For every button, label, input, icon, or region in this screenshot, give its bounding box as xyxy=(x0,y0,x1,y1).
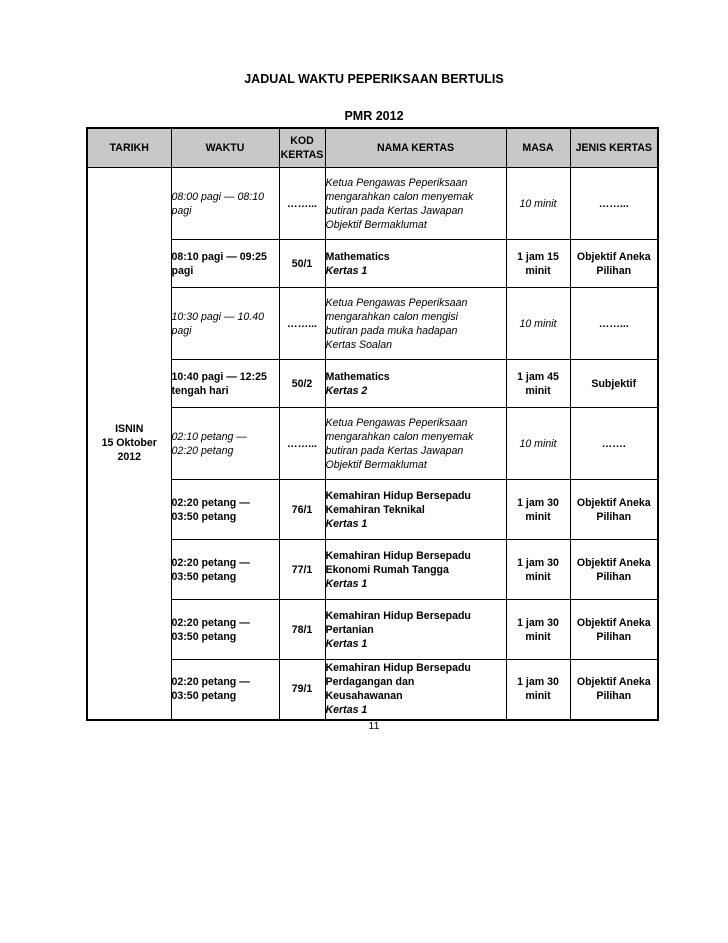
nama-kertas-line: Ekonomi Rumah Tangga xyxy=(325,563,449,576)
waktu-cell xyxy=(171,480,279,540)
kod-kertas-cell xyxy=(279,288,325,360)
jenis-kertas-line: ……. xyxy=(601,437,626,450)
nama-kertas-line: Kemahiran Hidup Bersepadu xyxy=(325,549,471,562)
jenis-kertas-cell xyxy=(570,288,658,360)
nama-kertas-line: mengarahkan calon mengisi xyxy=(325,310,458,323)
nama-kertas-line: butiran pada muka hadapan xyxy=(325,324,458,337)
column-header-nama-kertas: NAMA KERTAS xyxy=(325,128,506,168)
column-header-waktu: WAKTU xyxy=(171,128,279,168)
nama-kertas-line: Kertas 1 xyxy=(325,704,368,717)
kod-kertas-cell xyxy=(279,240,325,288)
nama-kertas-line: butiran pada Kertas Jawapan xyxy=(325,444,464,457)
waktu-line: 02:20 petang — xyxy=(171,556,250,569)
masa-line: minit xyxy=(525,384,551,397)
masa-line: minit xyxy=(525,510,551,523)
jenis-kertas-line: Objektif Aneka xyxy=(576,496,651,509)
table-row xyxy=(87,660,658,720)
nama-kertas-cell xyxy=(325,288,506,360)
jenis-kertas-line: ……... xyxy=(598,197,629,210)
kod-kertas-cell xyxy=(279,408,325,480)
nama-kertas-line: Mathematics xyxy=(325,250,390,263)
jenis-kertas-line: Objektif Aneka xyxy=(576,250,651,263)
nama-kertas-cell xyxy=(325,168,506,240)
waktu-line: 10:30 pagi — 10.40 xyxy=(171,310,264,323)
jenis-kertas-line: Pilihan xyxy=(596,690,632,703)
nama-kertas-line: Ketua Pengawas Peperiksaan xyxy=(325,176,468,189)
nama-kertas-line: Kertas 2 xyxy=(325,384,368,397)
nama-kertas-line: mengarahkan calon menyemak xyxy=(325,430,474,443)
date-cell xyxy=(87,168,171,720)
masa-cell xyxy=(506,288,570,360)
waktu-cell xyxy=(171,168,279,240)
masa-line: 10 minit xyxy=(519,197,557,210)
waktu-line: pagi xyxy=(171,324,192,337)
kod-kertas-value: ……... xyxy=(286,437,318,450)
masa-line: minit xyxy=(525,570,551,583)
waktu-line: 03:50 petang xyxy=(171,690,237,703)
jenis-kertas-cell xyxy=(570,360,658,408)
kod-kertas-cell xyxy=(279,168,325,240)
nama-kertas-cell xyxy=(325,408,506,480)
kod-kertas-cell xyxy=(279,660,325,720)
waktu-line: 03:50 petang xyxy=(171,630,237,643)
nama-kertas-line: Pertanian xyxy=(325,623,374,636)
exam-schedule-table xyxy=(86,127,659,721)
date-year: 2012 xyxy=(117,451,142,464)
table-row xyxy=(87,168,658,240)
masa-line: 1 jam 30 xyxy=(517,676,559,689)
nama-kertas-cell xyxy=(325,240,506,288)
nama-kertas-line: Ketua Pengawas Peperiksaan xyxy=(325,416,468,429)
jenis-kertas-line: Pilihan xyxy=(596,570,632,583)
masa-line: 1 jam 30 xyxy=(517,496,559,509)
kod-kertas-cell xyxy=(279,480,325,540)
nama-kertas-line: Mathematics xyxy=(325,370,390,383)
nama-kertas-line: Kemahiran Hidup Bersepadu xyxy=(325,662,471,675)
page-number: 11 xyxy=(368,720,380,732)
jenis-kertas-cell xyxy=(570,408,658,480)
waktu-cell xyxy=(171,240,279,288)
kod-kertas-value: 50/2 xyxy=(291,377,313,390)
jenis-kertas-line: Objektif Aneka xyxy=(576,556,651,569)
waktu-line: 02:20 petang — xyxy=(171,616,250,629)
column-header-kod-kertas xyxy=(279,128,325,168)
waktu-line: 08:10 pagi — 09:25 xyxy=(171,250,267,263)
waktu-cell xyxy=(171,360,279,408)
waktu-cell xyxy=(171,408,279,480)
jenis-kertas-cell xyxy=(570,600,658,660)
waktu-line: tengah hari xyxy=(171,384,229,397)
kod-kertas-value: ……... xyxy=(286,197,318,210)
jenis-kertas-line: Pilihan xyxy=(596,630,632,643)
kod-kertas-cell xyxy=(279,540,325,600)
jenis-kertas-cell xyxy=(570,540,658,600)
kod-kertas-value: 79/1 xyxy=(291,683,313,696)
waktu-line: 02:20 petang xyxy=(171,444,234,457)
table-row xyxy=(87,240,658,288)
masa-line: minit xyxy=(525,630,551,643)
table-row xyxy=(87,408,658,480)
masa-cell xyxy=(506,360,570,408)
kod-kertas-cell xyxy=(279,360,325,408)
jenis-kertas-line: Subjektif xyxy=(591,377,637,390)
waktu-line: 02:20 petang — xyxy=(171,676,250,689)
nama-kertas-cell xyxy=(325,480,506,540)
jenis-kertas-line: Objektif Aneka xyxy=(576,676,651,689)
jenis-kertas-line: Objektif Aneka xyxy=(576,616,651,629)
jenis-kertas-line: ……... xyxy=(598,317,629,330)
waktu-cell xyxy=(171,540,279,600)
nama-kertas-line: Kemahiran Hidup Bersepadu xyxy=(325,489,471,502)
nama-kertas-line: Ketua Pengawas Peperiksaan xyxy=(325,296,468,309)
masa-line: 10 minit xyxy=(519,437,557,450)
masa-line: 1 jam 15 xyxy=(517,250,559,263)
document-subtitle: PMR 2012 xyxy=(344,109,404,123)
masa-cell xyxy=(506,480,570,540)
waktu-line: 10:40 pagi — 12:25 xyxy=(171,370,267,383)
table-row xyxy=(87,480,658,540)
masa-line: 1 jam 30 xyxy=(517,556,559,569)
masa-line: 1 jam 30 xyxy=(517,616,559,629)
nama-kertas-line: Kertas 1 xyxy=(325,637,368,650)
masa-cell xyxy=(506,240,570,288)
nama-kertas-cell xyxy=(325,360,506,408)
table-body xyxy=(87,168,658,720)
jenis-kertas-cell xyxy=(570,660,658,720)
kod-kertas-value: 50/1 xyxy=(291,257,313,270)
masa-cell xyxy=(506,408,570,480)
waktu-line: pagi xyxy=(171,204,192,217)
column-header-jenis-kertas: JENIS KERTAS xyxy=(570,128,658,168)
nama-kertas-cell xyxy=(325,600,506,660)
nama-kertas-line: Perdagangan dan xyxy=(325,676,415,689)
document-title: JADUAL WAKTU PEPERIKSAAN BERTULIS xyxy=(244,72,504,86)
jenis-kertas-cell xyxy=(570,480,658,540)
waktu-line: pagi xyxy=(171,264,194,277)
nama-kertas-line: mengarahkan calon menyemak xyxy=(325,190,474,203)
kod-kertas-value: 76/1 xyxy=(291,503,313,516)
nama-kertas-line: Kertas 1 xyxy=(325,577,368,590)
nama-kertas-cell xyxy=(325,540,506,600)
jenis-kertas-cell xyxy=(570,240,658,288)
jenis-kertas-cell xyxy=(570,168,658,240)
table-header-row xyxy=(87,128,658,168)
waktu-line: 03:50 petang xyxy=(171,510,237,523)
masa-line: 10 minit xyxy=(519,317,557,330)
nama-kertas-line: Kertas Soalan xyxy=(325,338,393,351)
nama-kertas-line: Objektif Bermaklumat xyxy=(325,458,427,471)
column-header-masa: MASA xyxy=(506,128,570,168)
masa-cell xyxy=(506,168,570,240)
nama-kertas-line: butiran pada Kertas Jawapan xyxy=(325,204,464,217)
waktu-line: 02:10 petang — xyxy=(171,430,247,443)
nama-kertas-line: Keusahawanan xyxy=(325,690,403,703)
kod-kertas-cell xyxy=(279,600,325,660)
jenis-kertas-line: Pilihan xyxy=(596,510,632,523)
kod-kertas-value: ……... xyxy=(286,317,318,330)
waktu-cell xyxy=(171,660,279,720)
nama-kertas-line: Kertas 1 xyxy=(325,517,368,530)
waktu-cell xyxy=(171,288,279,360)
waktu-line: 03:50 petang xyxy=(171,570,237,583)
kod-kertas-value: 78/1 xyxy=(291,623,313,636)
column-header-kod-line2: KERTAS xyxy=(280,149,324,161)
column-header-tarikh: TARIKH xyxy=(87,128,171,168)
nama-kertas-line: Kemahiran Hidup Bersepadu xyxy=(325,609,471,622)
date-date: 15 Oktober xyxy=(101,437,157,450)
masa-line: minit xyxy=(525,264,551,277)
waktu-line: 02:20 petang — xyxy=(171,496,250,509)
table-row xyxy=(87,540,658,600)
date-day: ISNIN xyxy=(115,423,144,436)
nama-kertas-line: Objektif Bermaklumat xyxy=(325,218,427,231)
nama-kertas-line: Kertas 1 xyxy=(325,264,368,277)
masa-line: minit xyxy=(525,690,551,703)
waktu-cell xyxy=(171,600,279,660)
waktu-line: 08:00 pagi — 08:10 xyxy=(171,190,264,203)
kod-kertas-value: 77/1 xyxy=(291,563,313,576)
nama-kertas-line: Kemahiran Teknikal xyxy=(325,503,425,516)
jenis-kertas-line: Pilihan xyxy=(596,264,632,277)
masa-cell xyxy=(506,600,570,660)
masa-line: 1 jam 45 xyxy=(517,370,559,383)
masa-cell xyxy=(506,660,570,720)
masa-cell xyxy=(506,540,570,600)
table-row xyxy=(87,600,658,660)
table-row xyxy=(87,360,658,408)
column-header-kod-line1: KOD xyxy=(290,135,314,147)
nama-kertas-cell xyxy=(325,660,506,720)
table-row xyxy=(87,288,658,360)
